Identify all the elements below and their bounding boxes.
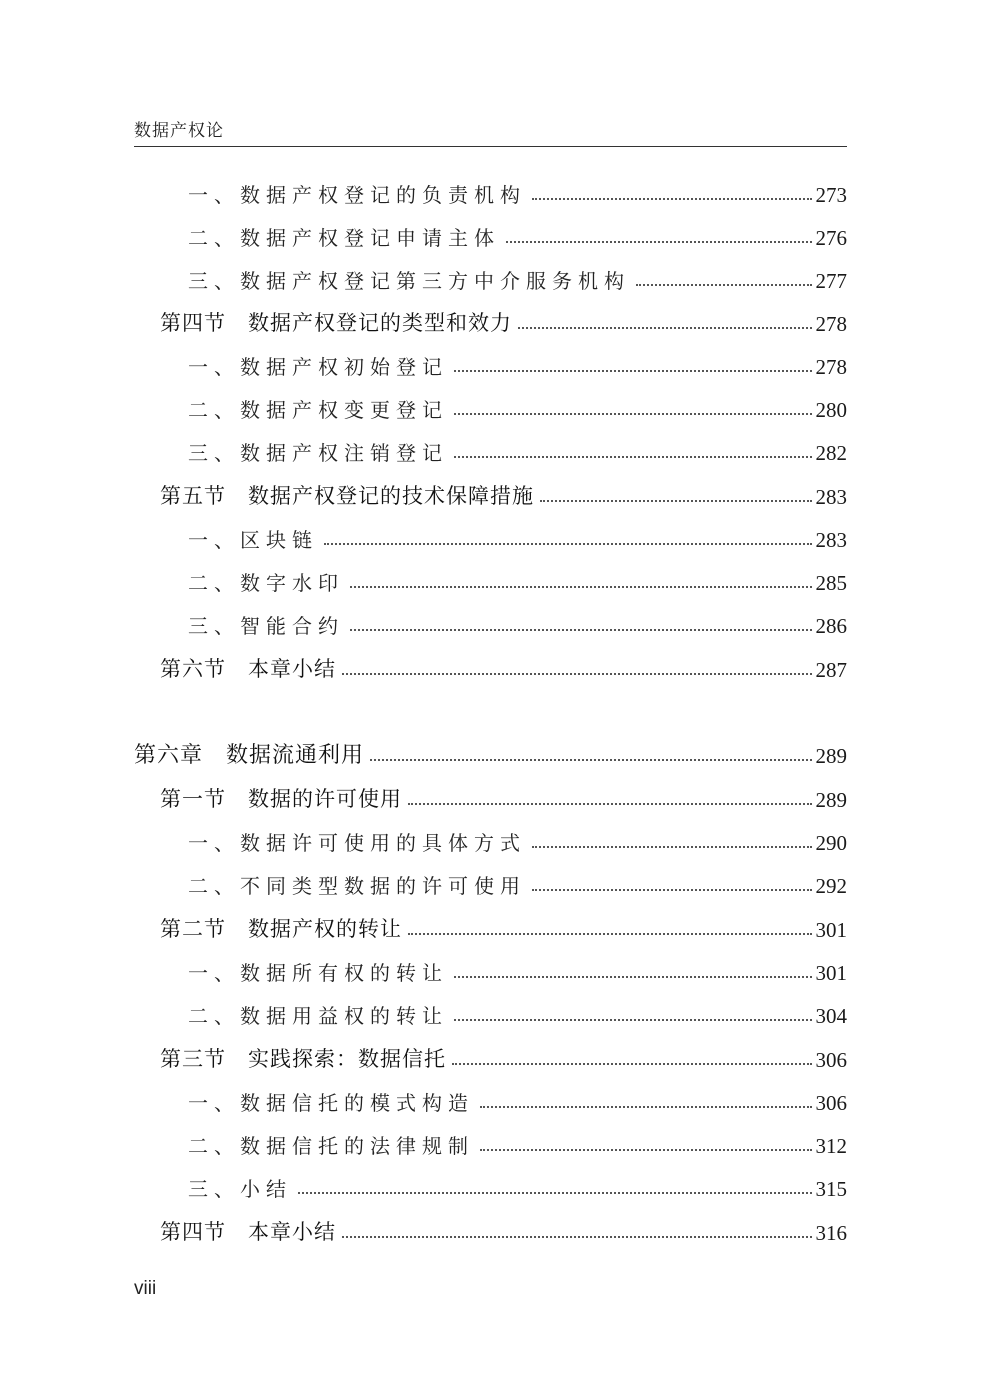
dot-leader <box>480 1137 812 1151</box>
toc-page-number: 285 <box>815 571 847 595</box>
toc-page-number: 312 <box>815 1134 847 1158</box>
toc-entry-label: 二、数据产权变更登记 <box>188 398 448 422</box>
toc-entry-label: 二、数字水印 <box>188 571 344 595</box>
toc-page-number: 276 <box>815 226 847 250</box>
toc-entry-label: 第五节 数据产权登记的技术保障措施 <box>160 484 534 508</box>
toc-page-number: 306 <box>815 1048 847 1072</box>
toc-entry[interactable] <box>188 523 847 553</box>
dot-leader <box>506 229 812 243</box>
toc-page-number: 277 <box>815 269 847 293</box>
toc-entry-label: 第一节 数据的许可使用 <box>160 787 402 811</box>
toc-page-number: 282 <box>815 441 847 465</box>
toc-section-entry[interactable] <box>160 1216 847 1246</box>
dot-leader <box>532 834 812 848</box>
toc-entry[interactable] <box>188 1086 847 1116</box>
toc-entry-label: 一、区块链 <box>188 528 318 552</box>
toc-page-number: 280 <box>815 398 847 422</box>
toc-entry-label: 二、数据信托的法律规制 <box>188 1134 474 1158</box>
toc-page-number: 316 <box>815 1221 847 1245</box>
toc-entry[interactable] <box>188 566 847 596</box>
toc-page-number: 301 <box>815 918 847 942</box>
toc-entry[interactable] <box>188 869 847 899</box>
book-title: 数据产权论 <box>134 121 224 141</box>
toc-entry[interactable] <box>188 221 847 251</box>
toc-page-number: 283 <box>815 485 847 509</box>
toc-page-number: 304 <box>815 1004 847 1028</box>
toc-page-number: 283 <box>815 528 847 552</box>
toc-entry[interactable] <box>188 393 847 423</box>
toc-entry[interactable] <box>188 178 847 208</box>
toc-entry-label: 一、数据产权登记的负责机构 <box>188 183 526 207</box>
toc-section-entry[interactable] <box>160 480 847 510</box>
dot-leader <box>452 1051 812 1065</box>
dot-leader <box>518 315 812 329</box>
toc-entry-label: 二、不同类型数据的许可使用 <box>188 874 526 898</box>
toc-page-number: 315 <box>815 1177 847 1201</box>
toc-entry-label: 三、数据产权注销登记 <box>188 441 448 465</box>
toc-page-number: 306 <box>815 1091 847 1115</box>
toc-entry-label: 一、数据产权初始登记 <box>188 355 448 379</box>
dot-leader <box>454 358 812 372</box>
dot-leader <box>540 488 812 502</box>
toc-entry-label: 第六章 数据流通利用 <box>134 743 365 768</box>
toc-page-number: 292 <box>815 874 847 898</box>
toc-page-number: 287 <box>815 658 847 682</box>
toc-entry-label: 二、数据用益权的转让 <box>188 1004 448 1028</box>
toc-entry-label: 三、数据产权登记第三方中介服务机构 <box>188 269 630 293</box>
dot-leader <box>454 401 812 415</box>
toc-section-entry[interactable] <box>160 913 847 943</box>
dot-leader <box>454 964 812 978</box>
dot-leader <box>532 877 812 891</box>
toc-page-number: 278 <box>815 312 847 336</box>
toc-entry[interactable] <box>188 999 847 1029</box>
dot-leader <box>298 1180 812 1194</box>
toc-entry[interactable] <box>188 956 847 986</box>
toc-chapter-entry[interactable] <box>134 739 847 769</box>
toc-entry-label: 第三节 实践探索：数据信托 <box>160 1047 446 1071</box>
dot-leader <box>408 791 812 805</box>
dot-leader <box>324 531 812 545</box>
toc-page-number: 278 <box>815 355 847 379</box>
toc-section-entry[interactable] <box>160 783 847 813</box>
toc-entry[interactable] <box>188 609 847 639</box>
running-header <box>134 108 847 147</box>
dot-leader <box>532 186 812 200</box>
toc-section-entry[interactable] <box>160 307 847 337</box>
dot-leader <box>350 617 812 631</box>
dot-leader <box>636 272 812 286</box>
toc-entry-label: 二、数据产权登记申请主体 <box>188 226 500 250</box>
toc-entry-label: 一、数据所有权的转让 <box>188 961 448 985</box>
toc-page-number: 289 <box>815 788 847 812</box>
toc-entry[interactable] <box>188 1129 847 1159</box>
toc-entry[interactable] <box>188 1172 847 1202</box>
dot-leader <box>454 1007 812 1021</box>
dot-leader <box>342 1224 812 1238</box>
toc-section-entry[interactable] <box>160 653 847 683</box>
dot-leader <box>370 747 811 761</box>
toc-entry[interactable] <box>188 350 847 380</box>
page-number: viii <box>134 1278 157 1299</box>
toc-entry-label: 三、小结 <box>188 1177 292 1201</box>
toc-entry-label: 第四节 数据产权登记的类型和效力 <box>160 311 512 335</box>
dot-leader <box>342 661 812 675</box>
toc-entry-label: 一、数据信托的模式构造 <box>188 1091 474 1115</box>
dot-leader <box>454 444 812 458</box>
toc-entry-label: 第六节 本章小结 <box>160 657 336 681</box>
toc-page-number: 273 <box>815 183 847 207</box>
toc-page-number: 301 <box>815 961 847 985</box>
dot-leader <box>480 1094 812 1108</box>
dot-leader <box>408 921 812 935</box>
toc-section-entry[interactable] <box>160 1043 847 1073</box>
toc-entry-label: 三、智能合约 <box>188 614 344 638</box>
toc-page-number: 286 <box>815 614 847 638</box>
toc-entry[interactable] <box>188 826 847 856</box>
toc-entry-label: 一、数据许可使用的具体方式 <box>188 831 526 855</box>
toc-entry-label: 第四节 本章小结 <box>160 1220 336 1244</box>
toc-entry[interactable] <box>188 436 847 466</box>
toc-entry[interactable] <box>188 264 847 294</box>
toc-entry-label: 第二节 数据产权的转让 <box>160 917 402 941</box>
dot-leader <box>350 574 812 588</box>
toc-page-number: 290 <box>815 831 847 855</box>
toc-page-number: 289 <box>815 744 847 768</box>
